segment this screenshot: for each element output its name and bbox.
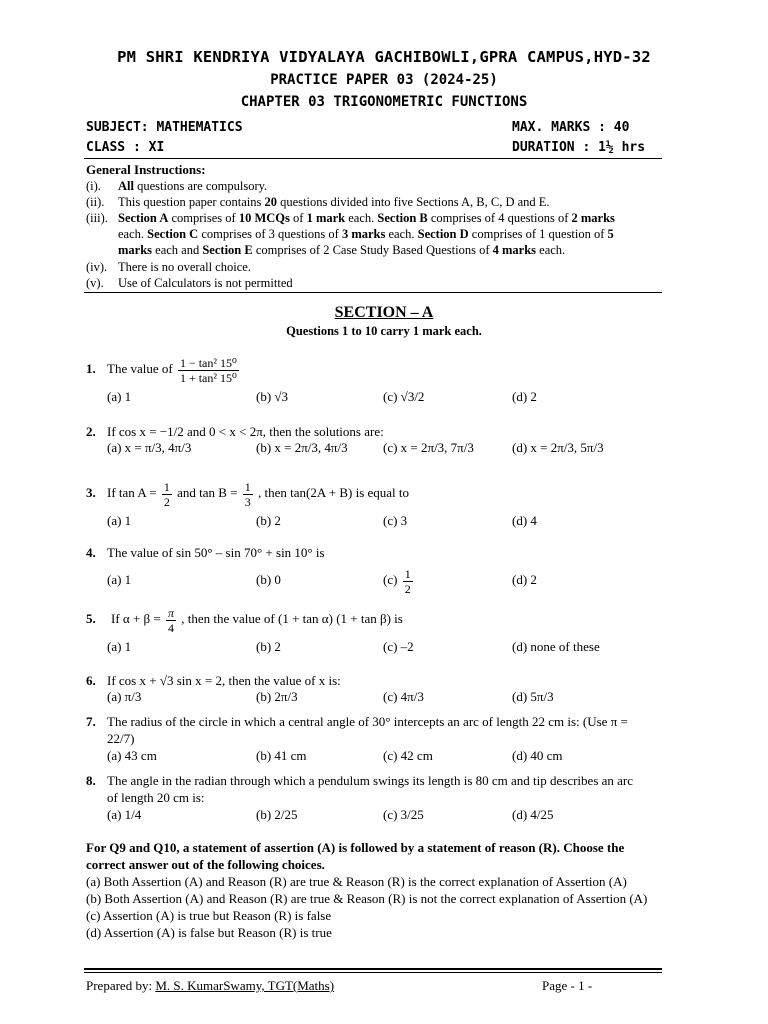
assertion-choice: (d) Assertion (A) is false but Reason (R) is true <box>86 925 332 940</box>
option: (b) x = 2π/3, 4π/3 <box>256 440 348 455</box>
option: (b) 0 <box>256 572 281 587</box>
option: (a) 1 <box>107 513 132 528</box>
option: (c) 3/25 <box>383 807 424 822</box>
page-number: Page - 1 - <box>542 978 593 993</box>
option: (a) x = π/3, 4π/3 <box>107 440 192 455</box>
question-number: 8. <box>86 773 96 788</box>
assertion-intro: For Q9 and Q10, a statement of assertion (A) is followed by a statement of reason (R). Choose the <box>86 840 625 855</box>
paper-title: PRACTICE PAPER 03 (2024-25) <box>270 72 498 88</box>
option: (c) –2 <box>383 639 414 654</box>
option: (b) 2/25 <box>256 807 298 822</box>
question-text: The radius of the circle in which a central angle of 30° intercepts an arc of length 22 cm is: (Use π = <box>107 714 628 729</box>
max-marks-label: MAX. MARKS : 40 <box>512 120 630 135</box>
option: (d) none of these <box>512 639 600 654</box>
question-number: 7. <box>86 714 96 729</box>
option: (d) 4 <box>512 513 537 528</box>
class-label: CLASS : XI <box>86 140 165 155</box>
question-text: If α + β = $\frac{\pi}{4}$ , then the value of (1 + tan α) (1 + tan β) is <box>111 605 403 635</box>
instructions-heading: General Instructions: <box>86 162 206 177</box>
subject-label: SUBJECT: MATHEMATICS <box>86 120 243 135</box>
question-text: The value of sin 50° – sin 70° + sin 10° is <box>107 545 325 560</box>
footer-prepared-by: Prepared by: M. S. KumarSwamy, TGT(Maths) <box>86 978 335 993</box>
question-text: If tan A = $\frac{1}{2}$ and tan B = $\frac{1}{3}$ , then tan(2A + B) is equal to <box>107 479 410 509</box>
option: (a) 1 <box>107 572 132 587</box>
fraction: $\frac{1}{3}$ <box>244 479 251 509</box>
footer-rule <box>84 968 662 970</box>
instruction-item: (i). All questions are compulsory. <box>86 179 268 193</box>
question-number: 2. <box>86 424 96 439</box>
option: (c) $\frac{1}{2}$ <box>383 566 411 596</box>
option: (c) x = 2π/3, 7π/3 <box>383 440 474 455</box>
option: (b) 41 cm <box>256 748 307 763</box>
option: (c) 42 cm <box>383 748 433 763</box>
option: (b) 2π/3 <box>256 689 298 704</box>
section-title: SECTION – A <box>334 304 434 321</box>
option: (d) 40 cm <box>512 748 563 763</box>
question-number: 6. <box>86 673 96 688</box>
duration-label: DURATION : 1½ hrs <box>512 140 646 155</box>
question-text: If cos x + √3 sin x = 2, then the value of x is: <box>107 673 341 688</box>
instruction-item: (iv). There is no overall choice. <box>86 260 251 274</box>
question-text: The angle in the radian through which a pendulum swings its length is 80 cm and tip describes an arc <box>107 773 634 788</box>
fraction: $\frac{1}{2}$ <box>404 566 411 596</box>
question-number: 1. <box>86 361 96 376</box>
instruction-item: (v). Use of Calculators is not permitted <box>86 276 293 290</box>
option: (a) 1/4 <box>107 807 142 822</box>
footer-rule <box>84 972 662 973</box>
option: (d) 2 <box>512 572 537 587</box>
option: (d) 4/25 <box>512 807 554 822</box>
assertion-choice: (b) Both Assertion (A) and Reason (R) are true & Reason (R) is not the correct explanation of Assertion (A) <box>86 891 648 906</box>
instruction-item: (iii). Section A comprises of 10 MCQs of 1 mark each. Section B comprises of 4 questions of 2 marks each. Section C comprises of 3 questions of 3 marks each. Section D comprises of 1 question of 5 marks each and Section E comprises of 2 Case Study Based Questions of 4 marks each. <box>86 211 615 257</box>
assertion-choice: (c) Assertion (A) is true but Reason (R) is false <box>86 908 332 923</box>
option: (c) 4π/3 <box>383 689 424 704</box>
section-subtitle: Questions 1 to 10 carry 1 mark each. <box>286 324 482 338</box>
fraction: $\frac{1}{2}$ <box>163 479 170 509</box>
option: (b) 2 <box>256 639 281 654</box>
school-name: PM SHRI KENDRIYA VIDYALAYA GACHIBOWLI,GPRA CAMPUS,HYD-32 <box>117 48 651 66</box>
option: (c) √3/2 <box>383 389 425 404</box>
chapter-title: CHAPTER 03 TRIGONOMETRIC FUNCTIONS <box>240 94 528 110</box>
option: (d) 2 <box>512 389 537 404</box>
fraction: $\frac{\text{1 − tan² 15⁰}}{\text{1 + tan² 15⁰}}$ <box>179 355 237 385</box>
assertion-intro-cont: correct answer out of the following choices. <box>86 857 325 872</box>
question-text-cont: of length 20 cm is: <box>107 790 205 805</box>
option: (a) 1 <box>107 389 132 404</box>
question-text: The value of $\frac{\text{1 − tan² 15⁰}}{\text{1 + tan² 15⁰}}$ <box>107 355 237 385</box>
option: (a) π/3 <box>107 689 142 704</box>
question-number: 5. <box>86 611 96 626</box>
option: (d) 5π/3 <box>512 689 554 704</box>
question-number: 3. <box>86 485 96 500</box>
option: (a) 43 cm <box>107 748 157 763</box>
option: (a) 1 <box>107 639 132 654</box>
option: (b) √3 <box>256 389 289 404</box>
option: (d) x = 2π/3, 5π/3 <box>512 440 604 455</box>
instructions-divider <box>84 292 662 293</box>
assertion-choice: (a) Both Assertion (A) and Reason (R) are true & Reason (R) is the correct explanation of Assertion (A) <box>86 874 627 889</box>
fraction: $\frac{\pi}{4}$ <box>168 605 175 635</box>
option: (b) 2 <box>256 513 281 528</box>
question-text-cont: 22/7) <box>107 731 135 746</box>
instruction-item: (ii). This question paper contains 20 questions divided into five Sections A, B, C, D and E. <box>86 195 550 209</box>
question-text: If cos x = −1/2 and 0 < x < 2π, then the solutions are: <box>107 424 384 439</box>
question-number: 4. <box>86 545 96 560</box>
header-divider <box>84 158 662 159</box>
option: (c) 3 <box>383 513 408 528</box>
